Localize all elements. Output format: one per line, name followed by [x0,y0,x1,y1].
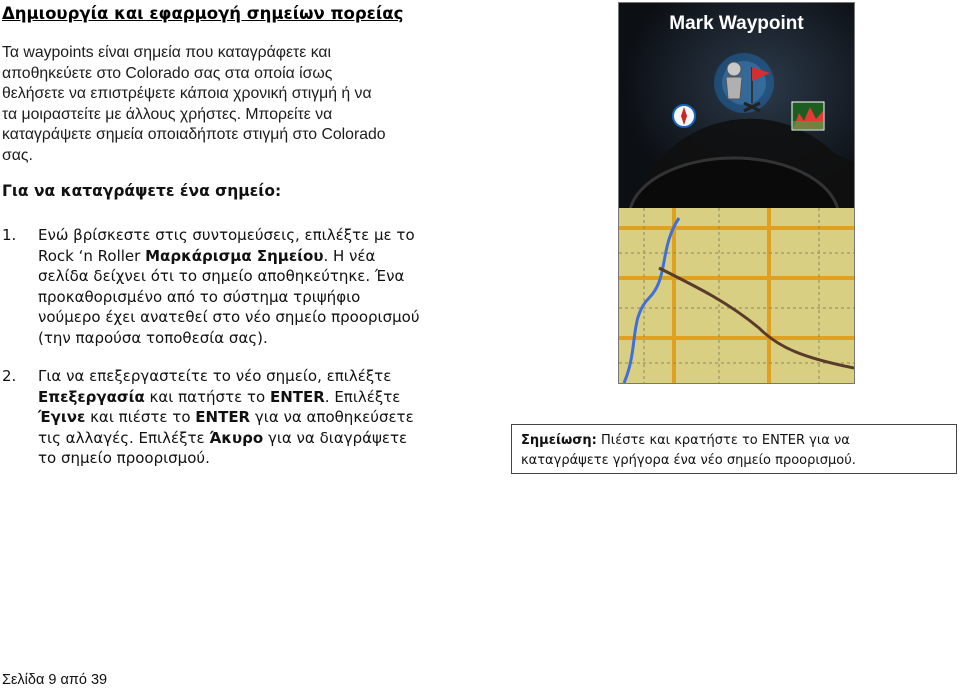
menu-term-done: Έγινε [38,408,86,427]
note-line: καταγράψετε γρήγορα ένα νέο σημείο προορισμού. [521,452,856,468]
step-line [38,428,468,449]
elevation-chart-icon [791,101,825,131]
section-heading: Για να καταγράψετε ένα σημείο: [2,182,282,200]
note-label: Σημείωση: [521,433,597,448]
step-line [38,246,468,267]
step-text: και πιέστε το [85,408,196,427]
step-line [38,387,468,408]
step-line: νούμερο έχει ανατεθεί στο νέο σημείο προορισμού [38,308,420,327]
step-line: σελίδα δείχνει ότι το σημείο αποθηκεύτηκε. Ένα [38,267,405,286]
step-line: προκαθορισμένο από το σύστημα τριψήφιο [38,287,361,306]
intro-line: Τα waypoints είναι σημεία που καταγράφετε και [2,44,332,61]
intro-line: θελήσετε να επιστρέψετε κάποια χρονική στιγμή ή να [2,85,372,102]
note-text: Πιέστε και κρατήστε το ENTER για να [596,433,850,448]
map-roads [619,208,854,383]
step-number: 2. [2,367,17,385]
person-flag-icon [714,55,774,115]
step-2 [2,366,472,466]
intro-line: τα μοιραστείτε με άλλους χρήστες. Μπορείτε να [2,105,333,123]
step-line: (την παρούσα τοποθεσία σας). [38,328,268,347]
intro-line: καταγράψετε σημεία οποιαδήποτε στιγμή στο Colorado [2,126,386,143]
screen-title: Mark Waypoint [669,13,804,34]
step-text: για να διαγράψετε [263,428,408,447]
step-line: Για να επεξεργαστείτε το νέο σημείο, επιλέξτε [38,367,392,385]
menu-term-cancel: Άκυρο [209,428,264,447]
step-text: και πατήστε το [144,387,270,406]
step-text: . Η νέα [323,246,376,265]
step-number: 1. [2,226,17,244]
note-line [521,431,956,451]
step-line: το σημείο προορισμού. [38,449,210,468]
key-term-enter: ENTER [195,408,251,427]
step-text: για να αποθηκεύσετε [250,408,414,427]
step-text: Rock ‘n Roller [38,246,146,265]
intro-line: σας. [2,146,33,164]
intro-paragraph [2,43,472,166]
step-line [38,407,468,428]
device-screenshot [618,2,855,384]
compass-icon [671,103,697,129]
step-text: τις αλλαγές. Επιλέξτε [38,428,210,447]
step-text: . Επιλέξτε [324,387,401,406]
menu-term-mark-waypoint: Μαρκάρισμα Σημείου [145,246,324,265]
step-body [38,225,468,349]
key-term-enter: ENTER [269,387,325,406]
step-body [38,366,468,469]
menu-term-edit: Επεξεργασία [38,387,145,406]
page-title: Δημιουργία και εφαρμογή σημείων πορείας [2,4,404,23]
note-box [511,424,957,474]
intro-line: αποθηκεύετε στο Colorado σας στα οποία ίσως [2,64,333,82]
page-number: Σελίδα 9 από 39 [2,672,108,688]
step-line: Ενώ βρίσκεστε στις συντομεύσεις, επιλέξτε με το [38,226,415,244]
map-view [619,208,854,383]
step-1 [2,225,472,350]
